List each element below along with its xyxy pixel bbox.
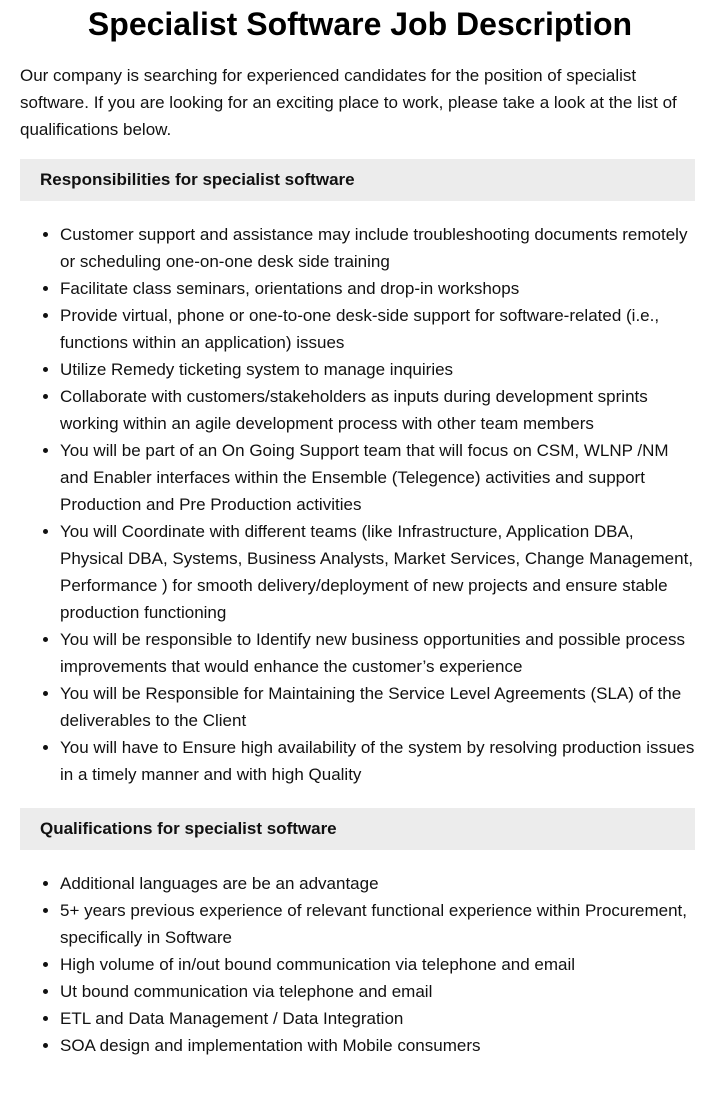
list-item: • 5+ years previous experience of relevant functional experience within Procurement, specifically in Software <box>60 897 696 951</box>
intro-paragraph: Our company is searching for experienced candidates for the position of specialist software. If you are looking for an exciting place to work, please take a look at the list of qualifications below. <box>20 66 677 139</box>
list-item: • Facilitate class seminars, orientations and drop-in workshops <box>60 275 696 302</box>
qualifications-list <box>20 870 696 1059</box>
list-item: • You will be Responsible for Maintaining the Service Level Agreements (SLA) of the deliverables to the Client <box>60 680 696 734</box>
list-item: • Utilize Remedy ticketing system to manage inquiries <box>60 356 696 383</box>
responsibilities-heading: Responsibilities for specialist software <box>20 159 695 201</box>
list-item: • SOA design and implementation with Mobile consumers <box>60 1032 696 1059</box>
list-item: • Ut bound communication via telephone and email <box>60 978 696 1005</box>
list-item: • Additional languages are be an advantage <box>60 870 696 897</box>
list-item: • You will have to Ensure high availability of the system by resolving production issues in a timely manner and with high Quality <box>60 734 696 788</box>
list-item: • Customer support and assistance may include troubleshooting documents remotely or scheduling one-on-one desk side training <box>60 221 696 275</box>
list-item: • You will be responsible to Identify new business opportunities and possible process improvements that would enhance the customer’s experience <box>60 626 696 680</box>
list-item: • Provide virtual, phone or one-to-one desk-side support for software-related (i.e., functions within an application) issues <box>60 302 696 356</box>
page-title: Specialist Software Job Description <box>87 6 633 42</box>
list-item: • ETL and Data Management / Data Integration <box>60 1005 696 1032</box>
responsibilities-list <box>20 221 696 788</box>
list-item: • High volume of in/out bound communication via telephone and email <box>60 951 696 978</box>
list-item: • You will be part of an On Going Support team that will focus on CSM, WLNP /NM and Enabler interfaces within the Ensemble (Telegence) activities and support Production and Pre Production activities <box>60 437 696 518</box>
list-item: • Collaborate with customers/stakeholders as inputs during development sprints working within an agile development process with other team members <box>60 383 696 437</box>
qualifications-heading: Qualifications for specialist software <box>20 808 695 850</box>
list-item: • You will Coordinate with different teams (like Infrastructure, Application DBA, Physical DBA, Systems, Business Analysts, Market Services, Change Management, Performance ) for smooth delivery/deployment of new projects and ensure stable production functioning <box>60 518 696 626</box>
